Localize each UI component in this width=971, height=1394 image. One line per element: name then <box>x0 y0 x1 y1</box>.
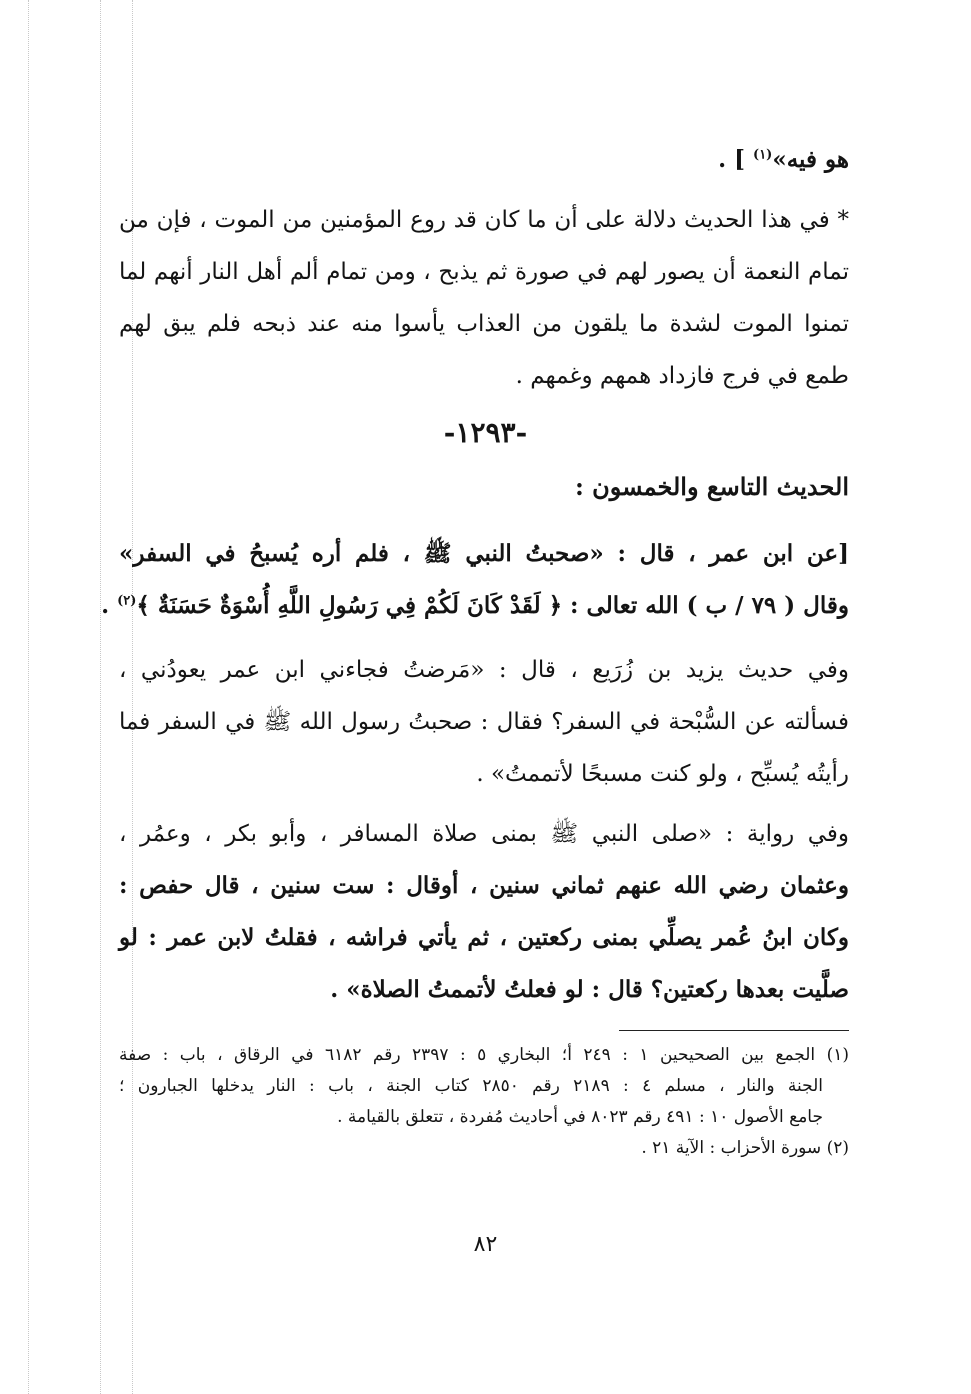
commentary-line: * في هذا الحديث دلالة على أن ما كان قد روع المؤمنين من الموت ، فإن من <box>119 207 849 233</box>
fragment-text: هو فيه» <box>772 146 849 173</box>
footnote-line: (٢) سورة الأحزاب : الآية ٢١ . <box>641 1138 849 1158</box>
paragraph-tail: . <box>101 592 118 619</box>
footnote-line: جامع الأصول ١٠ : ٤٩١ رقم ٨٠٢٣ في أحاديث مُفردة ، تتعلق بالقيامة . <box>337 1107 823 1127</box>
footnote-ref: (٢) <box>117 593 137 609</box>
commentary-paragraph <box>119 194 849 402</box>
paragraph-line: فسألته عن السُّبْحة في السفر؟ فقال : صحبتُ رسول الله ﷺ في السفر فما <box>119 709 849 735</box>
footnote-divider <box>619 1030 849 1031</box>
scan-guide-line <box>100 0 101 1394</box>
commentary-line: تمام النعمة أن يصور لهم في صورة ثم يذبح ، ومن تمام ألم أهل النار أنهم لما <box>119 259 849 285</box>
footnote-ref: (١) <box>753 147 773 163</box>
page-number: ٨٢ <box>473 1232 498 1257</box>
paragraph-line: [عن ابن عمر ، قال : «صحبتُ النبي ﷺ ، فلم أره يُسبحُ في السفر» <box>119 540 849 567</box>
top-fragment <box>119 134 849 186</box>
paragraph-line: وعثمان رضي الله عنهم ثماني سنين ، أوقال : ست سنين ، قال حفص : <box>119 872 849 899</box>
paragraph-line: وقال ( ٧٩ / ب ) الله تعالى : ﴿ لَقَدْ كَانَ لَكُمْ فِي رَسُولِ اللَّهِ أُسْوَةٌ حَسَنَةٌ ﴾ <box>136 592 849 619</box>
hadith-paragraph-1 <box>101 528 849 632</box>
paragraph-line: رأيتُه يُسبِّح ، ولو كنت مسبحًا لأتممتُ» . <box>476 761 849 787</box>
footnote-line: الجنة والنار ، مسلم ٤ : ٢١٨٩ رقم ٢٨٥٠ كتاب الجنة ، باب : النار يدخلها الجبارون ؛ <box>119 1076 823 1096</box>
commentary-line: طمع في فرج فازداد همهم وغمهم . <box>515 363 849 389</box>
section-title: الحديث التاسع والخمسون : <box>574 472 849 501</box>
footnote-line: (١) الجمع بين الصحيحين ١ : ٢٤٩ أ؛ البخاري ٥ : ٢٣٩٧ رقم ٦١٨٢ في الرقاق ، باب : صفة <box>119 1045 849 1065</box>
paragraph-line: وكان ابنُ عُمر يصلِّي بمنى ركعتين ، ثم يأتي فراشه ، فقلتُ لابن عمر : لو <box>119 924 849 951</box>
paragraph-line: وفي حديث يزيد بن زُرَيع ، قال : «مَرضتُ فجاءني ابن عمر يعودُني ، <box>119 657 849 683</box>
hadith-paragraph-2 <box>119 644 849 800</box>
paragraph-line: صلَّيت بعدها ركعتين؟ قال : لو فعلتُ لأتممتُ الصلاة» . <box>330 976 849 1003</box>
footnotes <box>119 1040 849 1164</box>
scan-guide-line <box>28 0 29 1394</box>
hadith-paragraph-3 <box>119 808 849 1016</box>
hadith-number: -١٢٩٣- <box>443 416 528 449</box>
paragraph-line: وفي رواية : «صلى النبي ﷺ بمنى صلاة المسافر ، وأبو بكر ، وعمُر ، <box>119 821 849 847</box>
fragment-tail: ] . <box>718 146 754 173</box>
commentary-line: تمنوا الموت لشدة ما يلقون من العذاب يأسوا منه عند ذبحه فلم يبق لهم <box>119 311 849 337</box>
